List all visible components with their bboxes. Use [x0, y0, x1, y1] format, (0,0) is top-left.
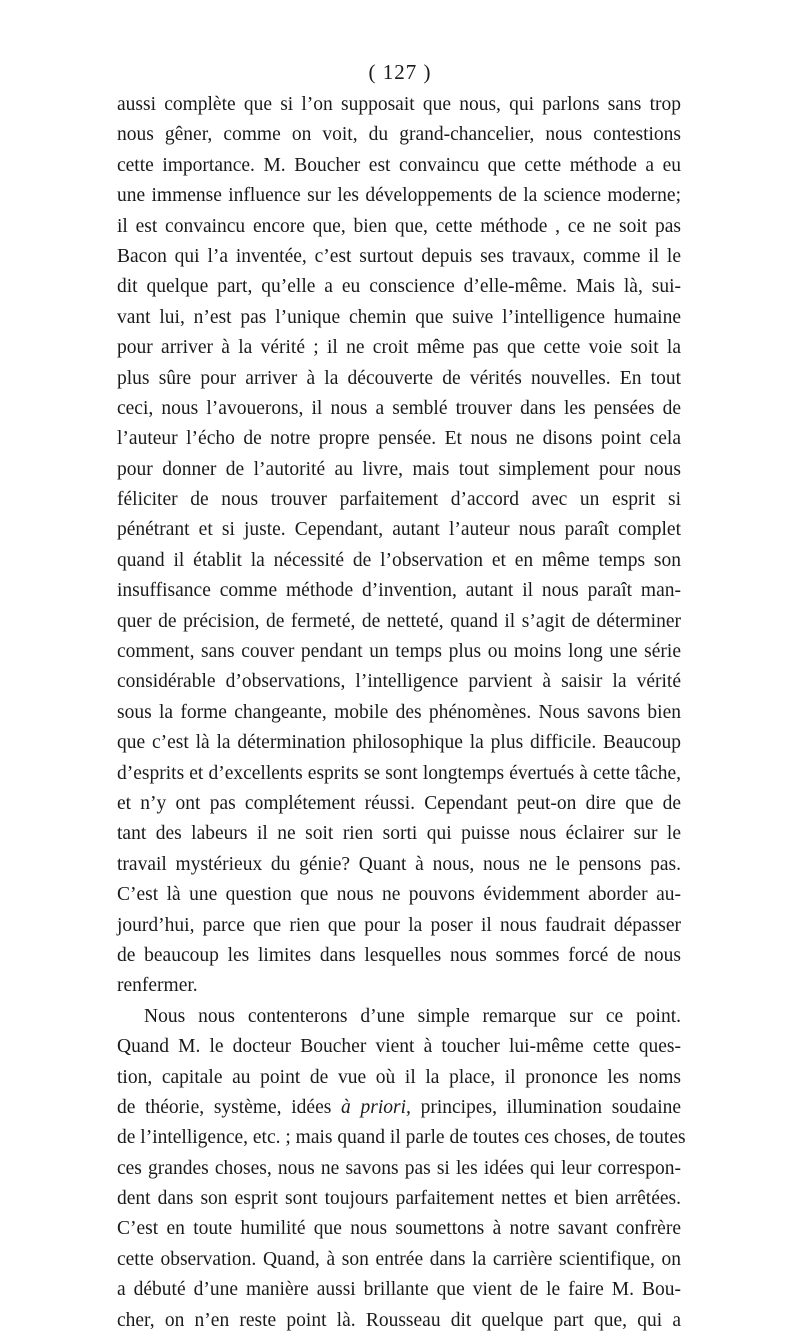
- text-line: cette importance. M. Boucher est convaincu que cette méthode a eu: [117, 154, 681, 176]
- text-line: nous gêner, comme on voit, du grand-chancelier, nous contestions: [117, 124, 681, 146]
- text-line: ces grandes choses, nous ne savons pas si les idées qui leur correspon-: [117, 1157, 681, 1179]
- paragraph-2: [117, 1002, 686, 1336]
- text-line: insuffisance comme méthode d’invention, autant il nous paraît man-: [117, 580, 681, 602]
- text-line: quand il établit la nécessité de l’observation et en même temps son: [117, 549, 681, 571]
- text-line: cette observation. Quand, à son entrée dans la carrière scientifique, on: [117, 1248, 681, 1270]
- italic-term: à priori,: [341, 1096, 411, 1118]
- text-line: renfermer.: [117, 975, 198, 997]
- text-line: de l’intelligence, etc. ; mais quand il parle de toutes ces choses, de toutes: [117, 1127, 686, 1149]
- text-line: d’esprits et d’excellents esprits se sont longtemps évertués à cette tâche,: [117, 762, 681, 784]
- text-line: pénétrant et si juste. Cependant, autant l’auteur nous paraît complet: [117, 519, 681, 541]
- text-line: sous la forme changeante, mobile des phénomènes. Nous savons bien: [117, 701, 681, 723]
- text-line: l’auteur l’écho de notre propre pensée. Et nous ne disons point cela: [117, 428, 681, 450]
- text-line: jourd’hui, parce que rien que pour la poser il nous faudrait dépasser: [117, 914, 681, 936]
- text-line: cher, on n’en reste point là. Rousseau dit quelque part que, qui a: [117, 1309, 681, 1331]
- text-line: C’est là une question que nous ne pouvons évidemment aborder au-: [117, 884, 681, 906]
- text-line: vant lui, n’est pas l’unique chemin que suive l’intelligence humaine: [117, 306, 681, 328]
- text-segment: de théorie, système, idées: [117, 1096, 332, 1118]
- text-line: il est convaincu encore que, bien que, cette méthode , ce ne soit pas: [117, 215, 681, 237]
- text-line: ceci, nous l’avouerons, il nous a semblé trouver dans les pensées de: [117, 397, 681, 419]
- body-text: [117, 90, 686, 1336]
- text-line: que c’est là la détermination philosophique la plus difficile. Beaucoup: [117, 732, 681, 754]
- page-number: ( 127 ): [368, 60, 432, 84]
- text-line: Bacon qui l’a inventée, c’est surtout depuis ses travaux, comme il le: [117, 245, 681, 267]
- text-line: a débuté d’une manière aussi brillante que vient de le faire M. Bou-: [117, 1279, 681, 1301]
- text-line: Nous nous contenterons d’une simple remarque sur ce point.: [144, 1005, 681, 1027]
- text-line: de beaucoup les limites dans lesquelles nous sommes forcé de nous: [117, 944, 681, 966]
- text-line: comment, sans couver pendant un temps plus ou moins long une série: [117, 641, 681, 663]
- text-line: une immense influence sur les développements de la science moderne;: [117, 185, 681, 207]
- text-line: aussi complète que si l’on supposait que nous, qui parlons sans trop: [117, 94, 681, 115]
- paragraph-1: [117, 90, 681, 1002]
- text-line: tant des labeurs il ne soit rien sorti qui puisse nous éclairer sur le: [117, 823, 681, 845]
- text-line: C’est en toute humilité que nous soumettons à notre savant confrère: [117, 1218, 681, 1240]
- text-line: considérable d’observations, l’intelligence parvient à saisir la vérité: [117, 671, 681, 693]
- text-line: dent dans son esprit sont toujours parfaitement nettes et bien arrêtées.: [117, 1188, 681, 1210]
- text-line: Quand M. le docteur Boucher vient à toucher lui-même cette ques-: [117, 1036, 681, 1058]
- text-line: travail mystérieux du génie? Quant à nous, nous ne le pensons pas.: [117, 853, 681, 875]
- text-line: plus sûre pour arriver à la découverte de vérités nouvelles. En tout: [117, 367, 681, 389]
- text-line: pour arriver à la vérité ; il ne croit même pas que cette voie soit la: [117, 337, 681, 359]
- text-line: pour donner de l’autorité au livre, mais tout simplement pour nous: [117, 458, 681, 480]
- text-segment: principes, illumination soudaine: [420, 1096, 682, 1118]
- text-line: quer de précision, de fermeté, de netteté, quand il s’agit de déterminer: [117, 610, 681, 632]
- text-line: et n’y ont pas complétement réussi. Cependant peut-on dire que de: [117, 792, 681, 814]
- text-line-mixed: [117, 1093, 681, 1123]
- text-line: féliciter de nous trouver parfaitement d’accord avec un esprit si: [117, 489, 681, 511]
- text-line: dit quelque part, qu’elle a eu conscience d’elle-même. Mais là, sui-: [117, 276, 681, 298]
- text-line: tion, capitale au point de vue où il la place, il prononce les noms: [117, 1066, 681, 1088]
